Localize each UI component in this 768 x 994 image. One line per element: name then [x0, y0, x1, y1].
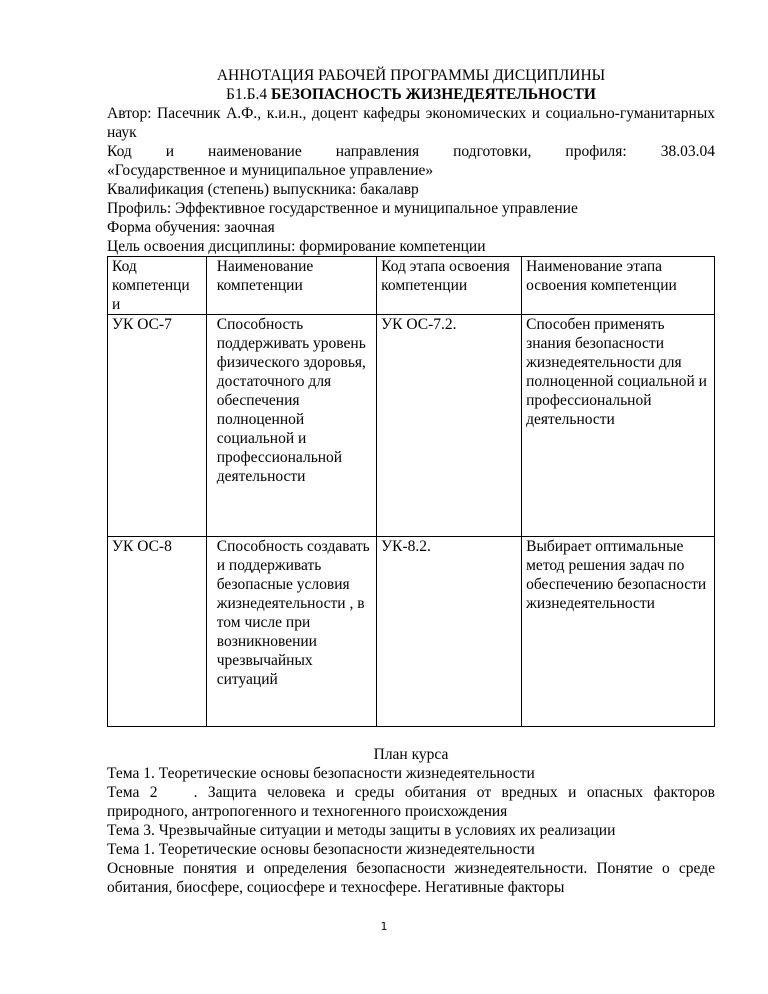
cell-stage-code: УК ОС-7.2. — [377, 315, 522, 537]
study-form-line: Форма обучения: заочная — [107, 219, 275, 236]
cell-code: УК ОС-8 — [108, 537, 207, 727]
qualification-line: Квалификация (степень) выпускника: бакалавр — [107, 181, 419, 198]
header-stage-name: Наименование этапа освоения компетенции — [522, 257, 715, 315]
cell-name: Способность создавать и поддерживать безопасные условия жизнедеятельности , в том числе при возникновении чрезвычайных ситуаций — [206, 537, 376, 727]
author-line: Автор: Пасечник А.Ф., к.и.н., доцент кафедры экономических и социально-гуманитарных наук — [107, 105, 715, 141]
cell-stage-name: Выбирает оптимальные метод решения задач по обеспечению безопасности жизнедеятельности — [522, 537, 715, 727]
plan-title: План курса — [373, 746, 449, 763]
direction-name: «Государственное и муниципальное управление» — [107, 162, 434, 179]
annotation-title: АННОТАЦИЯ РАБОЧЕЙ ПРОГРАММЫ ДИСЦИПЛИНЫ — [216, 67, 606, 84]
topic-2-text: . Защита человека и среды обитания от вредных и опасных факторов природного, антропогенного и техногенного происхождения — [107, 784, 715, 820]
header-name: Наименование компетенции — [206, 257, 376, 315]
discipline-name: БЕЗОПАСНОСТЬ ЖИЗНЕДЕЯТЕЛЬНОСТИ — [270, 86, 596, 103]
table-row — [108, 537, 715, 727]
cell-stage-code: УК-8.2. — [377, 537, 522, 727]
document-page — [107, 66, 715, 897]
table-header-row — [108, 257, 715, 315]
cell-code: УК ОС-7 — [108, 315, 207, 537]
topic-1-heading: Тема 1. Теоретические основы безопасности жизнедеятельности — [107, 841, 535, 858]
topic-3: Тема 3. Чрезвычайные ситуации и методы защиты в условиях их реализации — [107, 822, 616, 839]
competence-table — [107, 256, 715, 727]
topic-2-label: Тема 2 — [107, 784, 158, 801]
cell-stage-name: Способен применять знания безопасности жизнедеятельности для полноценной социальной и профессиональной деятельности — [522, 315, 715, 537]
topic-1-text: Основные понятия и определения безопасности жизнедеятельности. Понятие о среде обитания, биосфере, социосфере и техносфере. Негативные факторы — [107, 860, 715, 896]
direction-line: Код и наименование направления подготовки, профиля: 38.03.04 — [107, 143, 715, 160]
page-number: 1 — [380, 920, 388, 933]
topic-1: Тема 1. Теоретические основы безопасности жизнедеятельности — [107, 765, 535, 782]
profile-line: Профиль: Эффективное государственное и муниципальное управление — [107, 200, 578, 217]
discipline-code: Б1.Б.4 — [226, 86, 268, 103]
header-code: Код компетенци и — [108, 257, 207, 315]
header-stage-code: Код этапа освоения компетенции — [377, 257, 522, 315]
cell-name: Способность поддерживать уровень физического здоровья, достаточного для обеспечения полноценной социальной и профессиональной деятельности — [206, 315, 376, 537]
discipline-title — [107, 85, 715, 104]
topic-2 — [107, 783, 715, 821]
table-row — [108, 315, 715, 537]
goal-line: Цель освоения дисциплины: формирование компетенции — [107, 238, 486, 255]
